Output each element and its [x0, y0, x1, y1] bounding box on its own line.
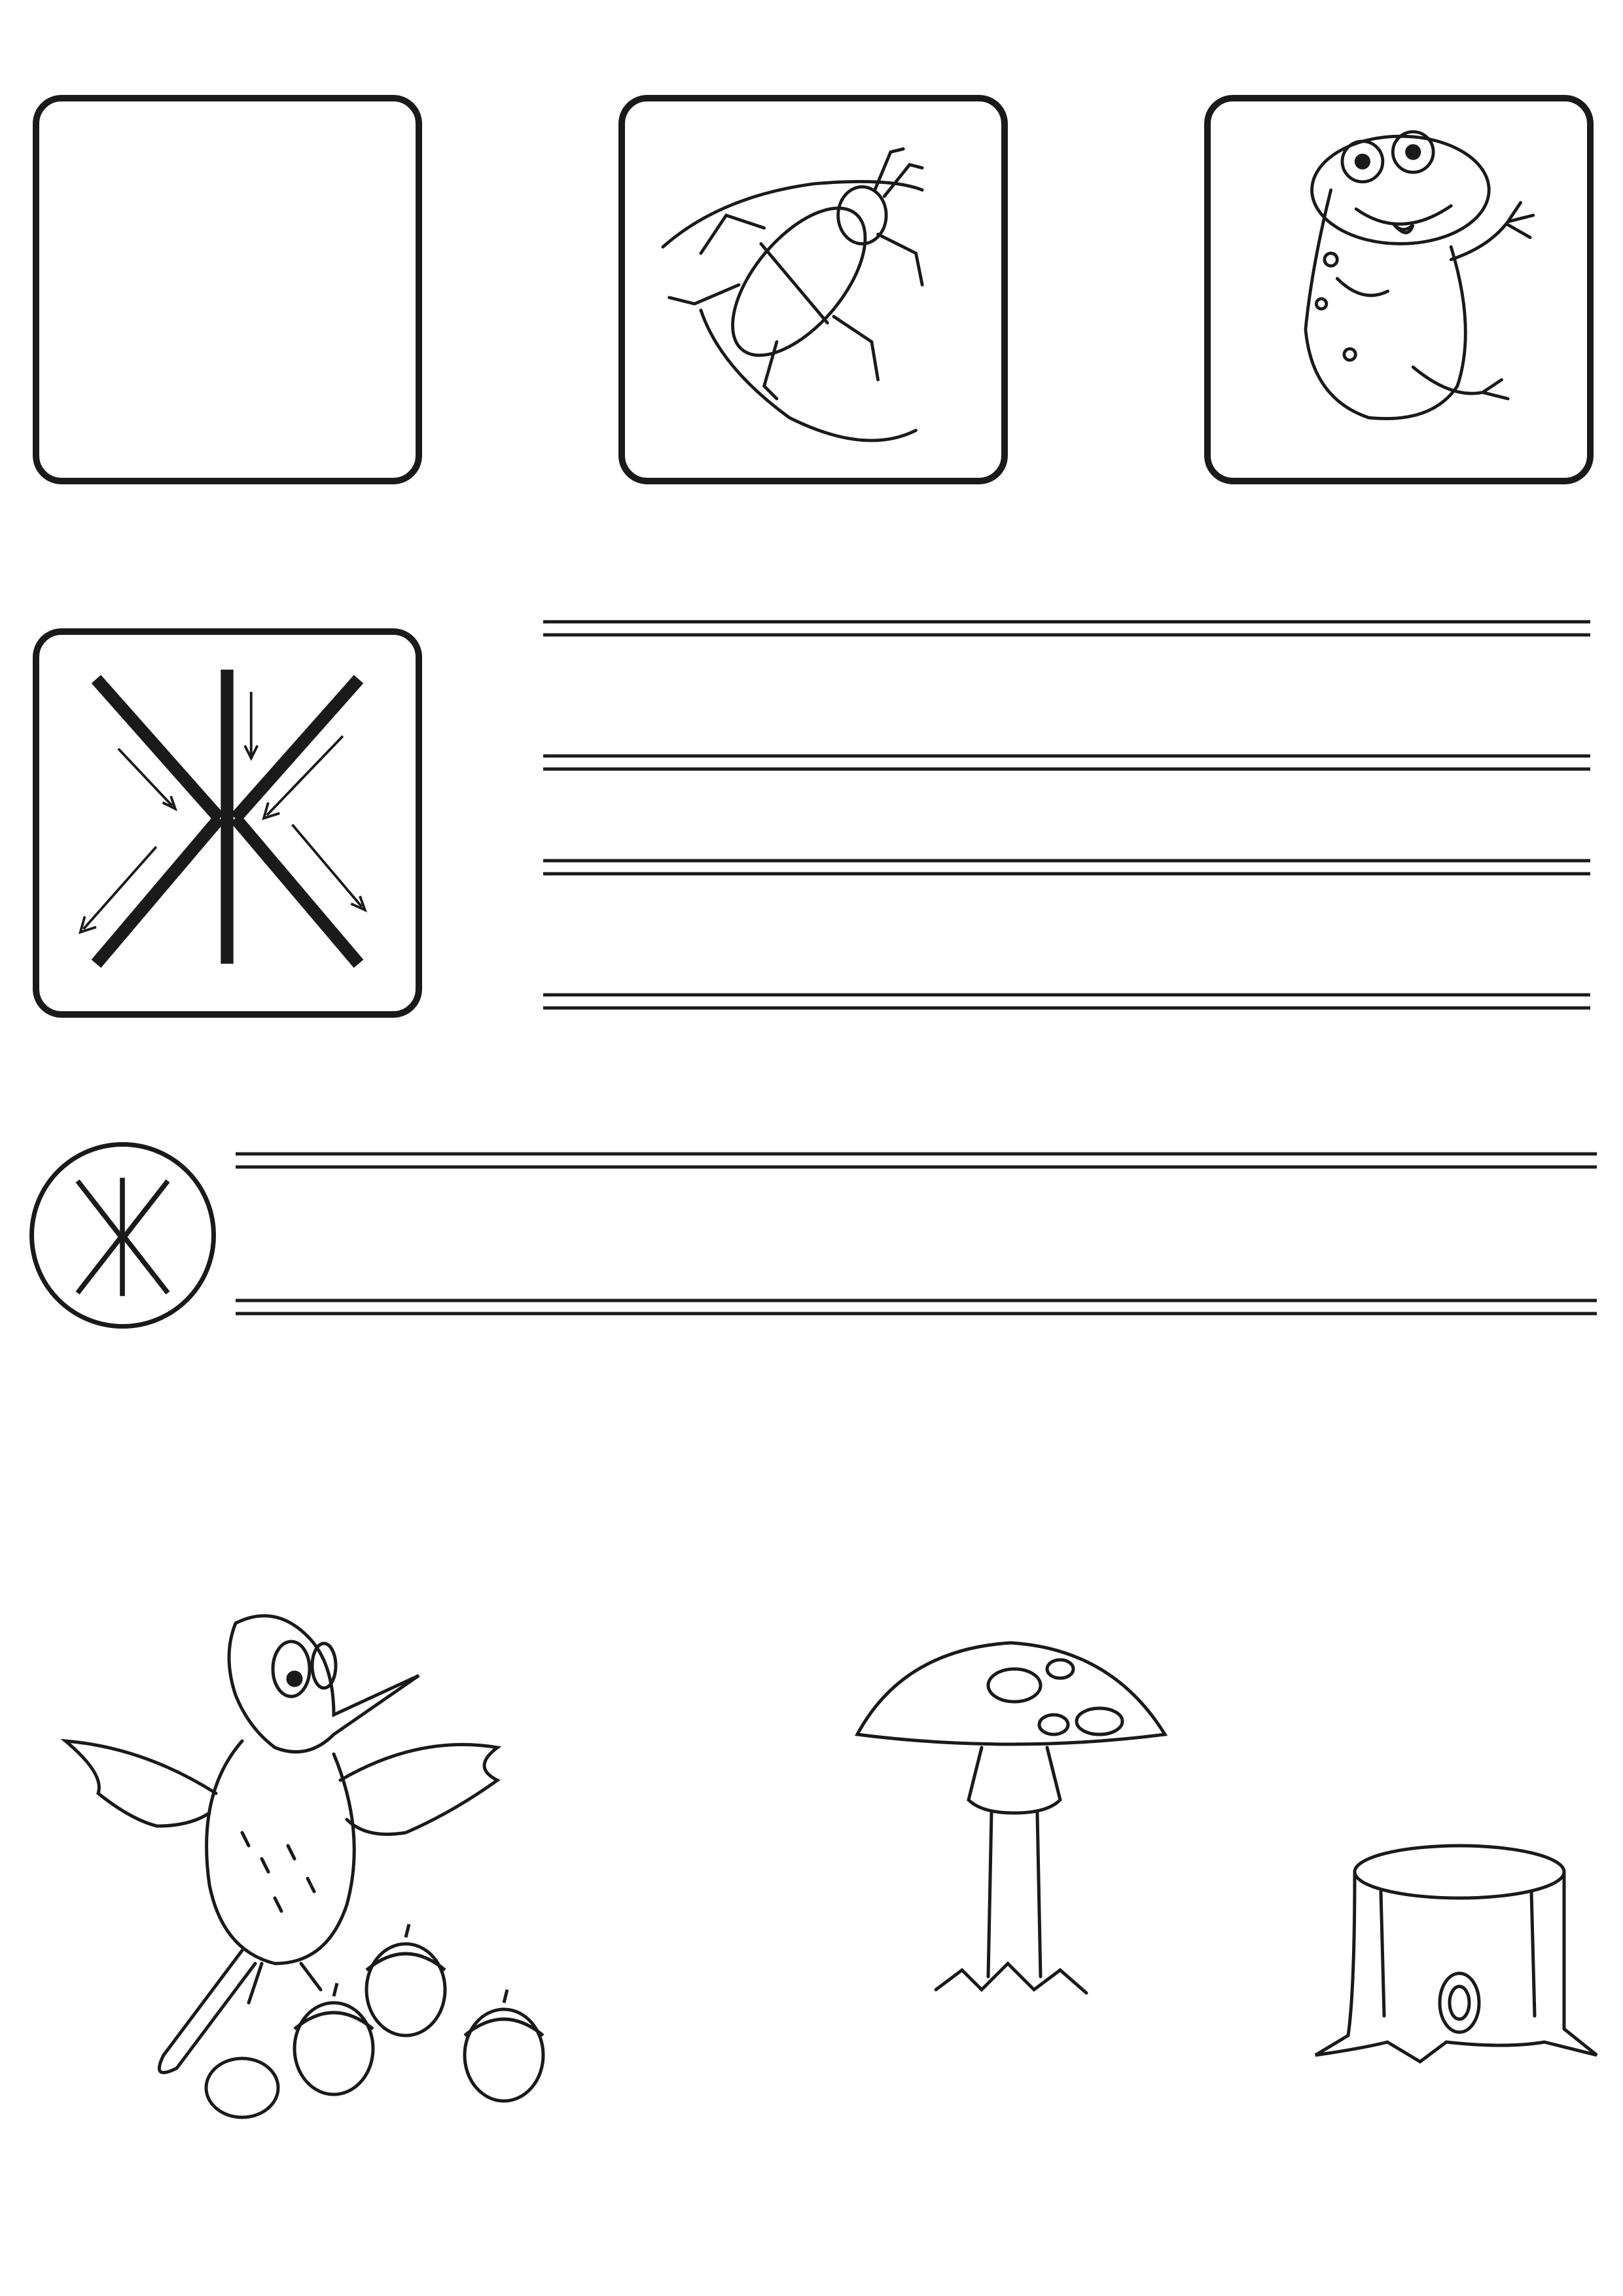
letter-card: [33, 95, 422, 484]
beetle-card: [618, 95, 1008, 484]
example-letter: [34, 1147, 211, 1324]
example-circle: [29, 1142, 216, 1329]
stump-illustration[interactable]: [1309, 1820, 1610, 2081]
beetle-icon: [625, 101, 1001, 478]
task2-text: [33, 1373, 1597, 1435]
jay-bird-illustration: [26, 1597, 602, 2121]
letter-search-row[interactable]: [236, 1149, 1597, 1319]
tracing-row-2[interactable]: [543, 854, 1590, 1014]
tracing-row-1[interactable]: [543, 615, 1590, 772]
toad-card: [1204, 95, 1594, 484]
stroke-order-diagram: [39, 635, 416, 1011]
task1-text: [33, 1052, 1597, 1115]
toad-icon: [1211, 101, 1587, 478]
mushroom-illustration[interactable]: [851, 1623, 1171, 2029]
stroke-order-card: [33, 628, 422, 1018]
